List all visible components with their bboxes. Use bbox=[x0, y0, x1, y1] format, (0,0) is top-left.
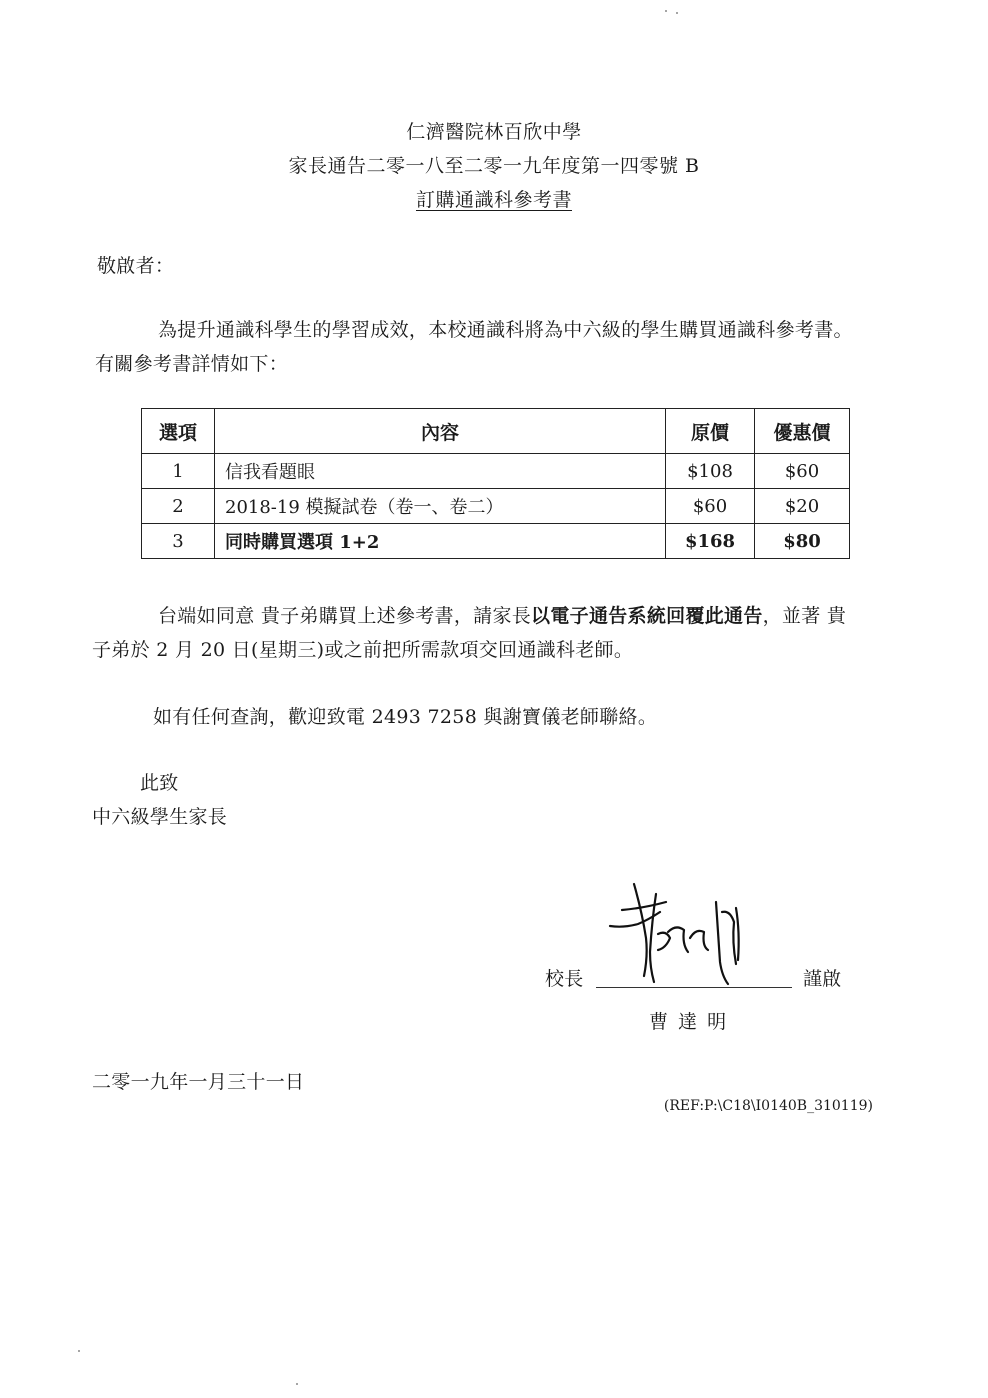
closing-recipient: 中六級學生家長 bbox=[92, 806, 228, 828]
notice-subject bbox=[0, 185, 988, 212]
intro-line-1: 為提升通識科學生的學習成效，本校通識科將為中六級的學生購買通識科參考書。 bbox=[158, 319, 853, 341]
table-row bbox=[142, 524, 850, 559]
instructions-part-2: ，並著 貴 bbox=[762, 605, 847, 627]
row-discount: $60 bbox=[755, 454, 850, 489]
signature-sign-off: 謹啟 bbox=[803, 968, 842, 990]
table-row bbox=[142, 454, 850, 489]
reference-book-table bbox=[141, 408, 850, 559]
instructions-part-1: 台端如同意 貴子弟購買上述參考書，請家長 bbox=[158, 605, 532, 627]
row-price: $60 bbox=[666, 489, 755, 524]
row-content: 同時購買選項 1+2 bbox=[215, 524, 666, 559]
signature-line bbox=[596, 987, 792, 988]
header-original-price: 原價 bbox=[666, 409, 755, 454]
row-discount: $20 bbox=[755, 489, 850, 524]
principal-signature bbox=[604, 872, 754, 990]
signature-title: 校長 bbox=[545, 968, 584, 990]
header-discount-price: 優惠價 bbox=[755, 409, 850, 454]
intro-line-2: 有關參考書詳情如下： bbox=[95, 353, 289, 375]
row-price: $108 bbox=[666, 454, 755, 489]
instructions-emphasis: 以電子通告系統回覆此通告 bbox=[531, 605, 763, 627]
closing-phrase: 此致 bbox=[140, 772, 179, 794]
table-row bbox=[142, 489, 850, 524]
row-option: 2 bbox=[142, 489, 215, 524]
enquiry-line: 如有任何查詢，歡迎致電 2493 7258 與謝寶儀老師聯絡。 bbox=[153, 706, 658, 728]
scan-speck bbox=[665, 10, 667, 12]
row-option: 1 bbox=[142, 454, 215, 489]
notice-number: 家長通告二零一八至二零一九年度第一四零號 B bbox=[288, 155, 700, 177]
row-content: 2018-19 模擬試卷（卷一、卷二） bbox=[215, 489, 666, 524]
row-content: 信我看題眼 bbox=[215, 454, 666, 489]
table-header-row bbox=[142, 409, 850, 454]
principal-name: 曹 達 明 bbox=[649, 1011, 729, 1033]
school-name: 仁濟醫院林百欣中學 bbox=[406, 121, 582, 143]
instructions-line-1 bbox=[158, 599, 846, 633]
scan-speck bbox=[296, 1383, 298, 1385]
row-price: $168 bbox=[666, 524, 755, 559]
notice-date: 二零一九年一月三十一日 bbox=[92, 1071, 305, 1093]
reference-code: (REF:P:\C18\I0140B_310119) bbox=[663, 1098, 873, 1114]
scan-speck bbox=[676, 12, 678, 14]
row-option: 3 bbox=[142, 524, 215, 559]
scan-speck bbox=[78, 1350, 80, 1352]
instructions-line-2: 子弟於 2 月 20 日(星期三)或之前把所需款項交回通識科老師。 bbox=[92, 639, 634, 661]
notice-subject-text: 訂購通識科參考書 bbox=[415, 189, 572, 211]
header-option: 選項 bbox=[142, 409, 215, 454]
header-content: 內容 bbox=[215, 409, 666, 454]
row-discount: $80 bbox=[755, 524, 850, 559]
greeting: 敬啟者： bbox=[97, 255, 175, 277]
